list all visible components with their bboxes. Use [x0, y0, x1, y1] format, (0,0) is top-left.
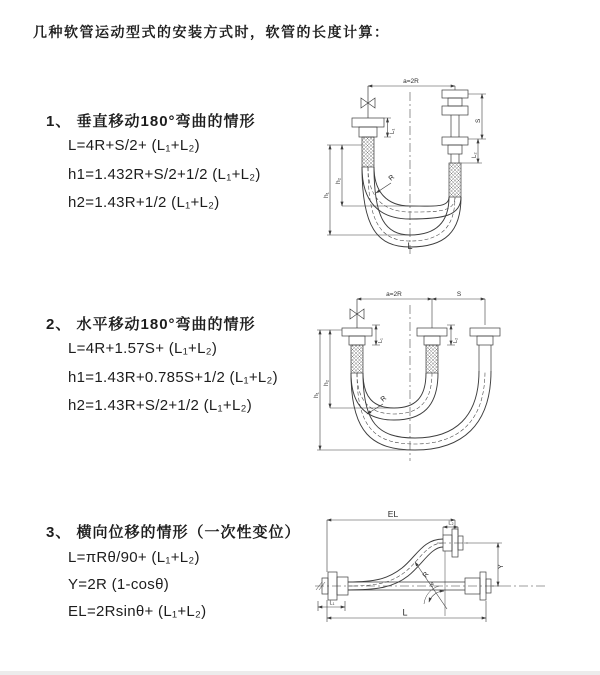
label-l1: L₁ — [378, 338, 384, 343]
right-pipe-lower-fitting — [442, 137, 468, 197]
label-el: EL — [387, 509, 399, 519]
dimension-l2 — [443, 521, 458, 536]
diagram-vertical-180-bend — [315, 72, 545, 258]
label-length: L — [407, 241, 413, 251]
left-flange-fitting — [342, 328, 372, 373]
dimension-l1 — [384, 118, 396, 137]
section-1-heading: 1、 垂直移动180°弯曲的情形 — [46, 113, 256, 130]
dimension-el — [327, 509, 455, 572]
dimension-l2 — [447, 325, 459, 345]
braided-hose-section — [449, 163, 461, 197]
diagram-lateral-displacement — [305, 505, 595, 660]
label-radius: R — [379, 394, 389, 404]
middle-flange-fitting — [417, 328, 447, 373]
hose-curve-position-2 — [351, 371, 491, 450]
label-length: L — [402, 607, 408, 618]
dimension-s — [432, 291, 485, 299]
label-y: Y — [498, 564, 505, 569]
label-h2: h₂ — [335, 177, 342, 184]
braided-hose-section — [351, 345, 363, 373]
label-l2: L₂ — [472, 152, 478, 158]
label-h1: h₁ — [313, 392, 320, 398]
label-a2r: a=2R — [386, 291, 402, 298]
right-flange-fitting — [470, 328, 500, 371]
diagram-horizontal-180-bend — [300, 283, 595, 470]
label-l2: L₂ — [448, 520, 454, 527]
dimension-a2r — [357, 291, 485, 328]
label-l1: L₁ — [329, 600, 335, 607]
dimension-l1 — [318, 601, 345, 612]
formula-h2-1: h2=1.43R+1/2 (L₁+L₂) — [68, 194, 220, 211]
dimension-a2r — [368, 78, 455, 90]
label-h2: h₂ — [323, 379, 330, 386]
label-radius: R — [421, 570, 431, 580]
label-l1: L₁ — [390, 128, 396, 134]
label-h1: h₁ — [323, 192, 330, 198]
braided-hose-section — [426, 345, 438, 373]
formula-h2-2: h2=1.43R+S/2+1/2 (L₁+L₂) — [68, 397, 253, 414]
page-title: 几种软管运动型式的安装方式时，软管的长度计算： — [33, 24, 390, 40]
label-a2r: a=2R — [403, 78, 419, 85]
label-s: S — [456, 291, 462, 298]
dimension-y — [464, 543, 505, 586]
formula-y-3: Y=2R (1-cosθ) — [68, 576, 170, 593]
hose-curve-position-1 — [362, 167, 461, 219]
left-flange-fitting — [352, 118, 384, 167]
section-2-heading: 2、 水平移动180°弯曲的情形 — [46, 316, 256, 333]
hose-curve-position-1 — [351, 373, 438, 420]
formula-h1-2: h1=1.43R+0.785S+1/2 (L₁+L₂) — [68, 369, 278, 386]
dimension-l — [327, 600, 486, 622]
formula-length-3: L=πRθ/90+ (L₁+L₂) — [68, 549, 200, 566]
formula-length-1: L=4R+S/2+ (L₁+L₂) — [68, 137, 200, 154]
formula-el-3: EL=2Rsinθ+ (L₁+L₂) — [68, 603, 207, 620]
valve-icon — [361, 86, 375, 118]
braided-hose-section — [362, 137, 374, 167]
label-radius: R — [387, 173, 397, 183]
label-theta: θ — [430, 583, 434, 589]
section-3-heading: 3、 横向位移的情形（一次性变位） — [46, 524, 301, 541]
dimension-l2 — [461, 139, 482, 163]
label-l2: L₂ — [453, 337, 459, 343]
formula-length-2: L=4R+1.57S+ (L₁+L₂) — [68, 340, 218, 357]
formula-h1-1: h1=1.432R+S/2+1/2 (L₁+L₂) — [68, 166, 261, 183]
right-pipe-upper-fitting — [442, 90, 468, 137]
dimension-l1 — [372, 325, 384, 345]
label-s: S — [475, 118, 482, 123]
valve-icon — [350, 299, 364, 328]
page-edge — [0, 671, 600, 675]
dimension-s — [468, 94, 486, 139]
